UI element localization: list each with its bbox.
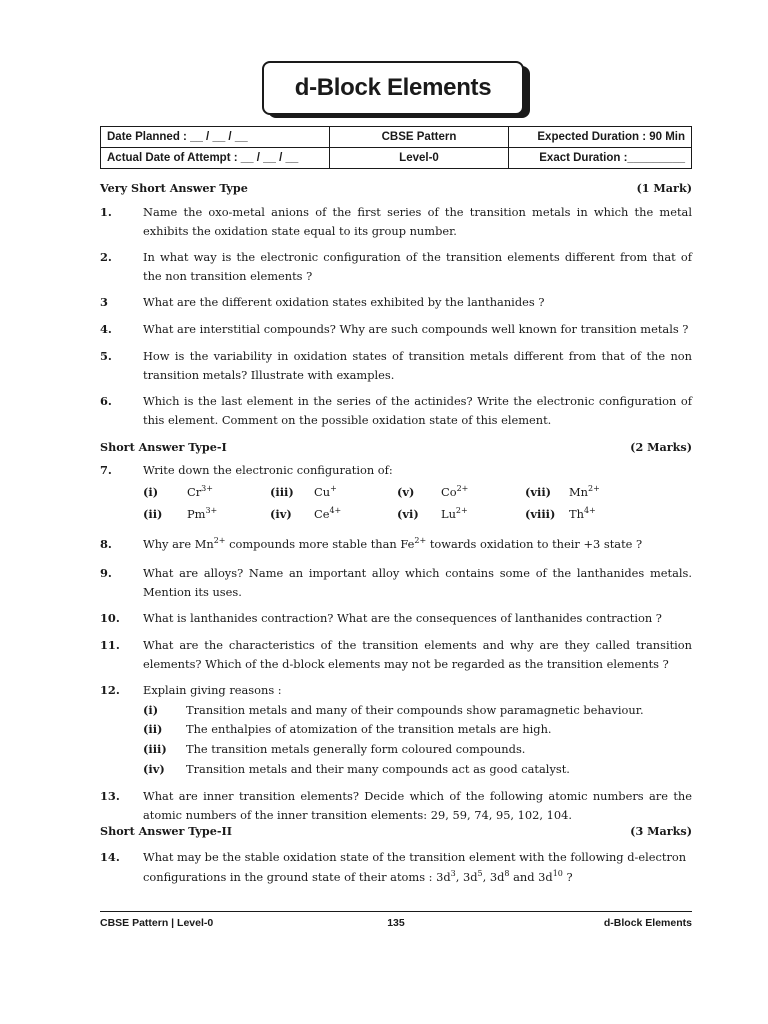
question-number: 9.	[100, 566, 112, 580]
footer-left: CBSE Pattern | Level-0	[100, 917, 214, 929]
ion-symbol: $Cr^{3+}$	[187, 484, 213, 499]
reason-text: The enthalpies of atomization of the transition metals are high.	[186, 722, 552, 736]
reason-item	[100, 740, 692, 758]
exact-duration: Exact Duration :_________	[509, 148, 692, 169]
question-text: Which is the last element in the series of the actinides? Write the electronic configuration of this element. Comment on the possible oxidation state of this element.	[143, 394, 692, 427]
ion-roman: (i)	[143, 485, 159, 499]
question-text: What are alloys? Name an important alloy which contains some of the lanthanides metals. Mention its uses.	[143, 566, 692, 599]
footer-right: d-Block Elements	[603, 917, 692, 929]
question	[100, 564, 692, 601]
question-text: What are interstitial compounds? Why are such compounds well known for transition metals ?	[143, 322, 689, 336]
reason-text: Transition metals and many of their compounds show paramagnetic behaviour.	[186, 703, 644, 717]
question-number: 6.	[100, 394, 112, 408]
page-title: d-Block Elements	[262, 61, 524, 115]
question-number: 1.	[100, 205, 112, 219]
level: Level-0	[330, 148, 509, 169]
section-marks: (2 Marks)	[630, 440, 692, 454]
reason-item	[100, 720, 692, 738]
question	[100, 320, 692, 339]
ion-symbol: $Th^{4+}$	[569, 506, 596, 521]
ion-symbol: $Ce^{4+}$	[314, 506, 342, 521]
question	[100, 293, 692, 312]
section-heading	[100, 440, 692, 454]
question-text: Write down the electronic configuration of:	[143, 463, 393, 477]
question	[100, 636, 692, 673]
question-text: Explain giving reasons :	[143, 683, 282, 697]
ion-symbol: $Pm^{3+}$	[187, 506, 218, 521]
question-number: 11.	[100, 638, 120, 652]
page-number: 135	[387, 917, 405, 929]
reason-roman: (ii)	[143, 722, 163, 736]
reason-roman: (iv)	[143, 762, 165, 776]
reason-item	[100, 701, 692, 719]
question-number: 8.	[100, 537, 112, 551]
section-heading	[100, 824, 692, 838]
ion-symbol: $Mn^{2+}$	[569, 484, 600, 499]
ion-symbol: $Lu^{2+}$	[441, 506, 468, 521]
section-title: Short Answer Type-II	[100, 824, 232, 838]
question-text: Name the oxo-metal anions of the first series of the transition metals in which the metal exhibits the oxidation state equal to its group number.	[143, 205, 692, 238]
date-planned: Date Planned : __ / __ / __	[101, 127, 330, 148]
question-number: 13.	[100, 789, 120, 803]
question-number: 2.	[100, 250, 112, 264]
question-number: 12.	[100, 683, 120, 697]
question	[100, 787, 692, 824]
reason-text: Transition metals and their many compounds act as good catalyst.	[186, 762, 570, 776]
question-text: Why are $Mn^{2+}$ compounds more stable than $Fe^{2+}$ towards oxidation to their +3 state ?	[143, 536, 643, 551]
question	[100, 609, 692, 628]
question	[100, 461, 692, 480]
question	[100, 847, 692, 887]
ion-symbol: Cu+	[314, 484, 337, 499]
actual-date: Actual Date of Attempt : __ / __ / __	[101, 148, 330, 169]
reason-roman: (i)	[143, 703, 159, 717]
question-text: What are the different oxidation states exhibited by the lanthanides ?	[143, 295, 545, 309]
question	[100, 681, 692, 700]
ion-roman: (ii)	[143, 507, 163, 521]
question-number: 10.	[100, 611, 120, 625]
question-number: 5.	[100, 349, 112, 363]
question-text: What may be the stable oxidation state of the transition element with the following d-electron configurations in the ground state of their atoms : $3d^3$, $3d^5$, $3d^8$ and $3d^{10}$ ?	[143, 850, 687, 884]
question-number: 7.	[100, 463, 112, 477]
header-row-1	[101, 127, 692, 148]
pattern: CBSE Pattern	[330, 127, 509, 148]
ion-roman: (viii)	[525, 507, 556, 521]
question	[100, 203, 692, 240]
ion-roman: (vii)	[525, 485, 552, 499]
section-marks: (1 Mark)	[636, 181, 692, 195]
question-text: How is the variability in oxidation states of transition metals different from that of the non transition metals? Illustrate with examples.	[143, 349, 692, 382]
footer-divider	[100, 911, 692, 912]
header-row-2	[101, 148, 692, 169]
section-title: Very Short Answer Type	[100, 181, 248, 195]
reason-item	[100, 760, 692, 778]
question	[100, 347, 692, 384]
page-footer	[100, 917, 692, 929]
section-heading	[100, 181, 692, 195]
section-title: Short Answer Type-I	[100, 440, 227, 454]
question-text: What are inner transition elements? Decide which of the following atomic numbers are the atomic numbers of the inner transition elements: 29, 59, 74, 95, 102, 104.	[143, 789, 692, 822]
reason-roman: (iii)	[143, 742, 167, 756]
question	[100, 248, 692, 285]
question-number: 3	[100, 295, 108, 309]
ion-roman: (v)	[397, 485, 415, 499]
section-marks: (3 Marks)	[630, 824, 692, 838]
ion-roman: (vi)	[397, 507, 419, 521]
expected-duration: Expected Duration : 90 Min	[509, 127, 692, 148]
ion-roman: (iv)	[270, 507, 292, 521]
header-table	[100, 126, 692, 169]
ion-roman: (iii)	[270, 485, 294, 499]
question-text: What are the characteristics of the transition elements and why are they called transition elements? Which of the d-block elements may not be regarded as the transition elements ?	[143, 638, 692, 671]
question-text: What is lanthanides contraction? What are the consequences of lanthanides contraction ?	[143, 611, 662, 625]
question	[100, 392, 692, 429]
question-text: In what way is the electronic configuration of the transition elements different from that of the non transition elements ?	[143, 250, 692, 283]
question	[100, 535, 692, 554]
ion-symbol: $Co^{2+}$	[441, 484, 469, 499]
question-number: 14.	[100, 850, 120, 864]
reason-text: The transition metals generally form coloured compounds.	[186, 742, 526, 756]
question-number: 4.	[100, 322, 112, 336]
